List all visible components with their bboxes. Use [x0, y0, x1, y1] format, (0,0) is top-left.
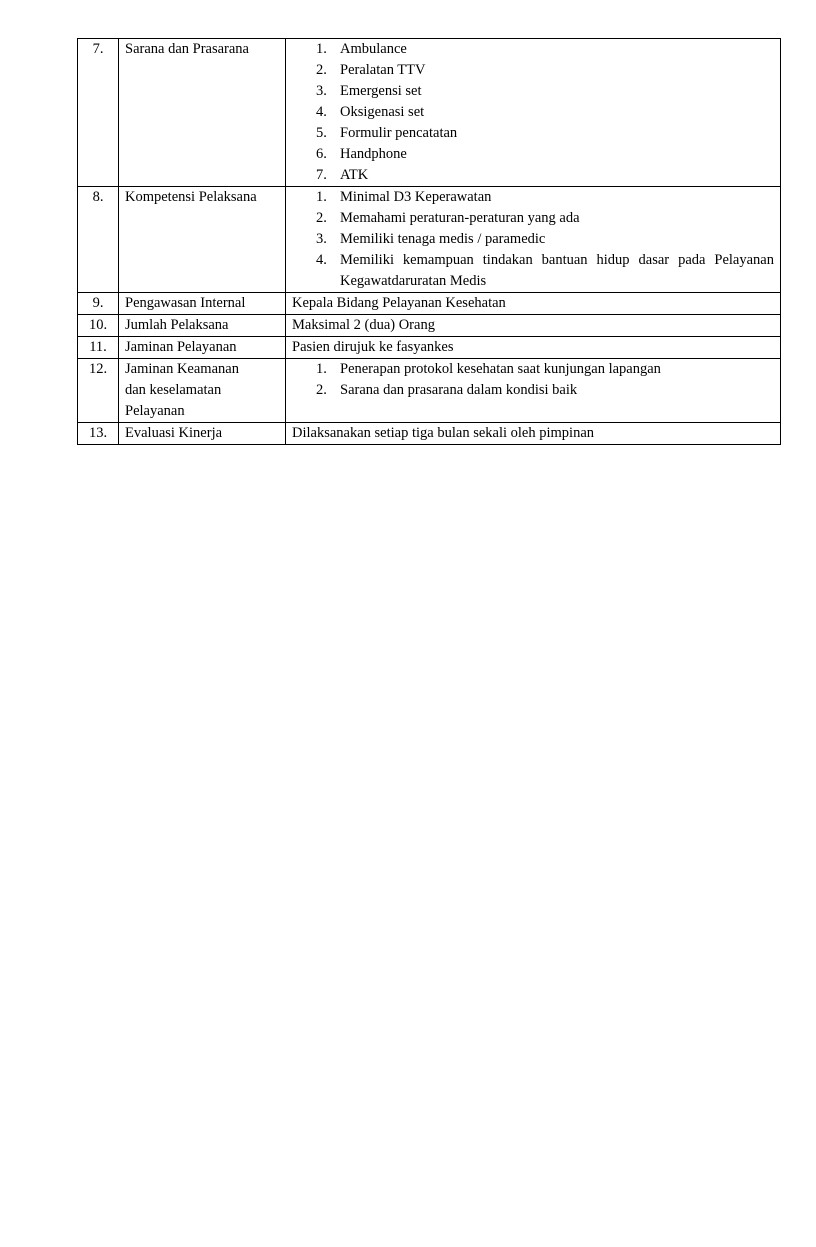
list-item: 6. Handphone [316, 146, 407, 162]
row-label: Evaluasi Kinerja [119, 423, 286, 445]
table-row-10 [78, 315, 781, 337]
row-label: Jaminan Pelayanan [119, 337, 286, 359]
row-content: Dilaksanakan setiap tiga bulan sekali oleh pimpinan [286, 423, 781, 445]
list-item: 1. Ambulance [316, 41, 407, 57]
row-content [286, 359, 781, 423]
sop-table [77, 38, 781, 445]
list-item: 5. Formulir pencatatan [316, 125, 458, 141]
row-content [286, 187, 781, 293]
list-item: 4. Oksigenasi set [316, 104, 425, 120]
table-row-11 [78, 337, 781, 359]
row-label: Jaminan Keamanan dan keselamatan Pelayanan [119, 359, 286, 423]
row-label: Pengawasan Internal [119, 293, 286, 315]
table-row-8 [78, 187, 781, 293]
table-row-7 [78, 39, 781, 187]
list-item: 1. Penerapan protokol kesehatan saat kunjungan lapangan [316, 361, 661, 377]
list-item: 2. Memahami peraturan-peraturan yang ada [316, 210, 580, 226]
table-row-9 [78, 293, 781, 315]
list-item: 2. Peralatan TTV [316, 62, 426, 78]
row-content: Pasien dirujuk ke fasyankes [286, 337, 781, 359]
item-list [292, 187, 774, 292]
list-item: 4. Memiliki kemampuan tindakan bantuan hidup dasar pada Pelayanan Kegawatdaruratan Medis [316, 252, 774, 289]
row-number: 8. [78, 187, 119, 293]
list-item: 3. Emergensi set [316, 83, 422, 99]
row-label: Kompetensi Pelaksana [119, 187, 286, 293]
list-item: 7. ATK [316, 167, 369, 183]
row-label: Jumlah Pelaksana [119, 315, 286, 337]
row-content: Kepala Bidang Pelayanan Kesehatan [286, 293, 781, 315]
table-row-13 [78, 423, 781, 445]
list-item: 2. Sarana dan prasarana dalam kondisi baik [316, 382, 578, 398]
row-number: 9. [78, 293, 119, 315]
item-list [292, 359, 774, 401]
table-row-12 [78, 359, 781, 423]
list-item: 1. Minimal D3 Keperawatan [316, 189, 492, 205]
item-list [292, 39, 774, 186]
row-content: Maksimal 2 (dua) Orang [286, 315, 781, 337]
row-number: 11. [78, 337, 119, 359]
row-label: Sarana dan Prasarana [119, 39, 286, 187]
row-number: 7. [78, 39, 119, 187]
row-number: 13. [78, 423, 119, 445]
list-item: 3. Memiliki tenaga medis / paramedic [316, 231, 546, 247]
row-number: 10. [78, 315, 119, 337]
row-number: 12. [78, 359, 119, 423]
row-content [286, 39, 781, 187]
